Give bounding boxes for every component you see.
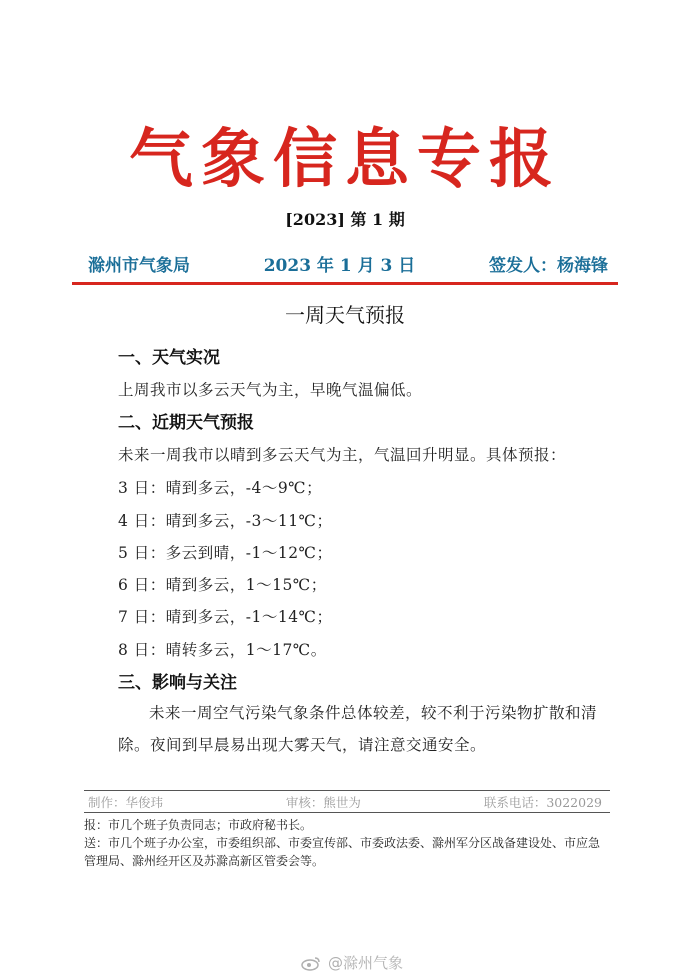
weibo-icon [300, 955, 322, 971]
send-to: 送：市几个班子办公室，市委组织部、市委宣传部、市委政法委、滁州军分区战备建设处、市应急管理局、滁州经开区及苏滁高新区管委会等。 [84, 836, 601, 868]
report-to: 报：市几个班子负责同志；市政府秘书长。 [84, 818, 313, 832]
issue-number: [2023] 第 1 期 [285, 210, 405, 229]
forecast-day: 5 日：多云到晴，-1～12℃； [118, 544, 333, 562]
forecast-day: 6 日：晴到多云，1～15℃； [118, 576, 327, 594]
forecast-day: 8 日：晴转多云，1～17℃。 [118, 641, 327, 659]
reviewer: 审核：熊世为 [285, 795, 361, 810]
section-title: 一周天气预报 [285, 303, 405, 327]
maker: 制作：华俊玮 [88, 795, 164, 810]
watermark-text: @滁州气象 [328, 954, 404, 972]
forecast-day: 4 日：晴到多云，-3～11℃； [118, 512, 333, 530]
agency-name: 滁州市气象局 [88, 256, 190, 276]
heading-forecast: 二、近期天气预报 [118, 413, 254, 433]
heading-impact: 三、影响与关注 [118, 673, 237, 693]
contact-phone: 联系电话：3022029 [483, 795, 602, 810]
meta-row [88, 251, 608, 276]
weibo-watermark [300, 952, 403, 973]
forecast-day: 3 日：晴到多云，-4～9℃； [118, 479, 323, 497]
footer-bottom-rule [84, 812, 610, 813]
red-divider [72, 282, 618, 285]
footer-credits [88, 793, 602, 811]
heading-weather-observed: 一、天气实况 [118, 348, 220, 368]
weather-observed-text: 上周我市以多云天气为主，早晚气温偏低。 [118, 381, 423, 399]
document-title: 气象信息专报 [129, 122, 561, 197]
signer: 签发人：杨海锋 [488, 256, 608, 276]
issue-date: 2023 年 1 月 3 日 [263, 256, 416, 276]
forecast-intro: 未来一周我市以晴到多云天气为主，气温回升明显。具体预报： [118, 446, 567, 464]
footer-top-rule [84, 790, 610, 791]
impact-text: 未来一周空气污染气象条件总体较差，较不利于污染物扩散和清除。夜间到早晨易出现大雾天气，请注意交通安全。 [118, 704, 598, 754]
forecast-day: 7 日：晴到多云，-1～14℃； [118, 608, 333, 626]
